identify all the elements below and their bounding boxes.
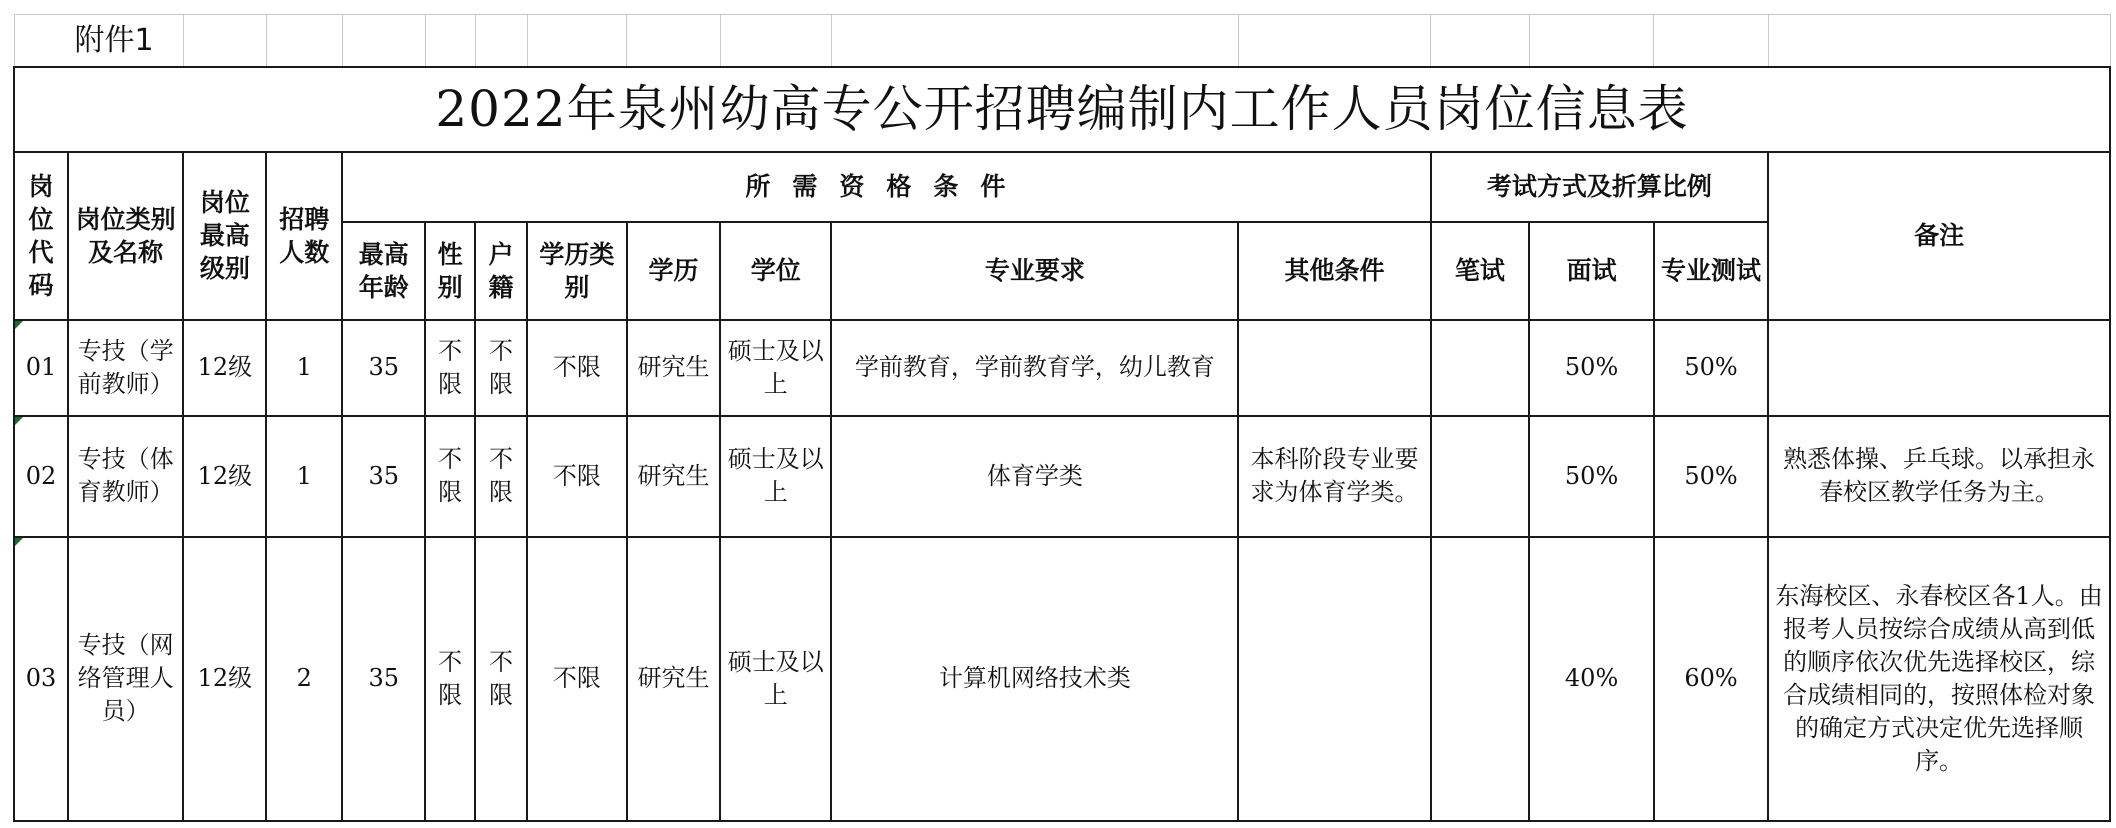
position-info-table bbox=[13, 14, 2111, 822]
header-remarks: 备注 bbox=[1768, 152, 2110, 320]
cell-major: 计算机网络技术类 bbox=[831, 537, 1238, 821]
cell-type-name: 专技（体育教师） bbox=[68, 416, 183, 537]
header-exam-group: 考试方式及折算比例 bbox=[1431, 152, 1769, 222]
header-post-level: 岗位最高级别 bbox=[183, 152, 266, 320]
header-post-code: 岗位代码 bbox=[14, 152, 68, 320]
header-edu-type: 学历类别 bbox=[527, 222, 627, 320]
cell-type-name: 专技（学前教师） bbox=[68, 320, 183, 416]
cell-household: 不限 bbox=[475, 320, 527, 416]
cell-education: 研究生 bbox=[627, 320, 720, 416]
cell-interview: 50% bbox=[1529, 320, 1654, 416]
header-major: 专业要求 bbox=[831, 222, 1238, 320]
cell-level: 12级 bbox=[183, 320, 266, 416]
cell-max-age: 35 bbox=[342, 320, 425, 416]
cell-education: 研究生 bbox=[627, 537, 720, 821]
header-interview: 面试 bbox=[1529, 222, 1654, 320]
page-title: 2022年泉州幼高专公开招聘编制内工作人员岗位信息表 bbox=[14, 67, 2110, 152]
header-gender: 性别 bbox=[425, 222, 475, 320]
cell-gender: 不限 bbox=[425, 416, 475, 537]
cell-household: 不限 bbox=[475, 416, 527, 537]
cell-written bbox=[1431, 416, 1530, 537]
cell-code: 03 bbox=[14, 537, 68, 821]
cell-degree: 硕士及以上 bbox=[720, 537, 831, 821]
cell-major: 体育学类 bbox=[831, 416, 1238, 537]
cell-other bbox=[1238, 537, 1430, 821]
cell-interview: 50% bbox=[1529, 416, 1654, 537]
cell-edu-type: 不限 bbox=[527, 537, 627, 821]
cell-household: 不限 bbox=[475, 537, 527, 821]
cell-written bbox=[1431, 320, 1530, 416]
cell-education: 研究生 bbox=[627, 416, 720, 537]
attachment-label: 附件1 bbox=[14, 15, 183, 67]
cell-remarks bbox=[1768, 320, 2110, 416]
header-household: 户籍 bbox=[475, 222, 527, 320]
cell-gender: 不限 bbox=[425, 320, 475, 416]
cell-count: 1 bbox=[266, 320, 342, 416]
cell-edu-type: 不限 bbox=[527, 320, 627, 416]
table-row bbox=[14, 416, 2110, 537]
header-education: 学历 bbox=[627, 222, 720, 320]
cell-count: 1 bbox=[266, 416, 342, 537]
cell-code: 02 bbox=[14, 416, 68, 537]
cell-gender: 不限 bbox=[425, 537, 475, 821]
cell-type-name: 专技（网络管理人员） bbox=[68, 537, 183, 821]
header-skill-test: 专业测试 bbox=[1654, 222, 1768, 320]
cell-skill-test: 50% bbox=[1654, 320, 1768, 416]
header-qualifications-group: 所需资格条件 bbox=[342, 152, 1430, 222]
cell-max-age: 35 bbox=[342, 537, 425, 821]
cell-level: 12级 bbox=[183, 416, 266, 537]
cell-skill-test: 50% bbox=[1654, 416, 1768, 537]
cell-degree: 硕士及以上 bbox=[720, 416, 831, 537]
cell-degree: 硕士及以上 bbox=[720, 320, 831, 416]
cell-written bbox=[1431, 537, 1530, 821]
cell-skill-test: 60% bbox=[1654, 537, 1768, 821]
attachment-row bbox=[14, 15, 2110, 67]
cell-remarks: 熟悉体操、乒乓球。以承担永春校区教学任务为主。 bbox=[1768, 416, 2110, 537]
cell-remarks: 东海校区、永春校区各1人。由报考人员按综合成绩从高到低的顺序依次优先选择校区，综合成绩相同的，按照体检对象的确定方式决定优先选择顺序。 bbox=[1768, 537, 2110, 821]
header-other: 其他条件 bbox=[1238, 222, 1430, 320]
table-row bbox=[14, 320, 2110, 416]
cell-max-age: 35 bbox=[342, 416, 425, 537]
cell-code: 01 bbox=[14, 320, 68, 416]
cell-other bbox=[1238, 320, 1430, 416]
header-recruit-count: 招聘人数 bbox=[266, 152, 342, 320]
cell-major: 学前教育，学前教育学，幼儿教育 bbox=[831, 320, 1238, 416]
table-row bbox=[14, 537, 2110, 821]
title-row bbox=[14, 67, 2110, 152]
header-written: 笔试 bbox=[1431, 222, 1530, 320]
cell-level: 12级 bbox=[183, 537, 266, 821]
header-degree: 学位 bbox=[720, 222, 831, 320]
cell-edu-type: 不限 bbox=[527, 416, 627, 537]
header-post-type-name: 岗位类别及名称 bbox=[68, 152, 183, 320]
header-row-1 bbox=[14, 152, 2110, 222]
cell-interview: 40% bbox=[1529, 537, 1654, 821]
cell-other: 本科阶段专业要求为体育学类。 bbox=[1238, 416, 1430, 537]
cell-count: 2 bbox=[266, 537, 342, 821]
header-max-age: 最高年龄 bbox=[342, 222, 425, 320]
